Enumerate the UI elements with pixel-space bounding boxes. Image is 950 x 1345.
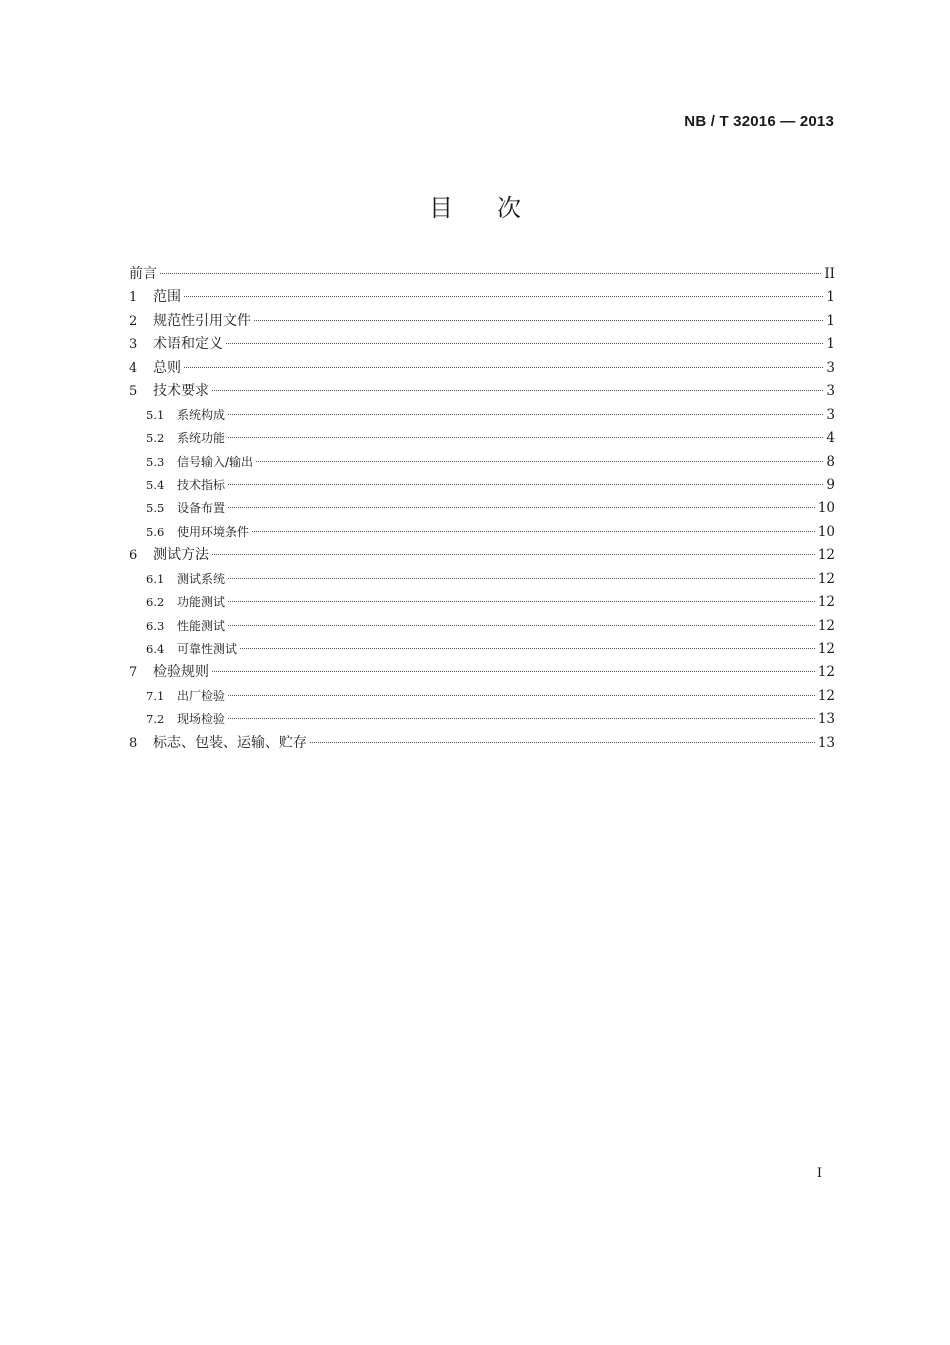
toc-leader-dots [228, 507, 815, 508]
toc-entry-page: 12 [817, 594, 835, 611]
toc-entry-title: 术语和定义 [153, 336, 223, 353]
toc-entry[interactable] [129, 568, 835, 591]
toc-entry[interactable] [129, 451, 835, 474]
toc-entry-number: 1 [129, 290, 138, 306]
toc-entry-title: 测试方法 [153, 547, 209, 564]
document-code: NB / T 32016 — 2013 [684, 113, 834, 130]
toc-entry[interactable] [129, 333, 835, 356]
toc-leader-dots [228, 718, 815, 719]
toc-entry-title: 现场检验 [177, 712, 226, 727]
toc-entry-number: 2 [129, 313, 138, 329]
toc-entry-title: 规范性引用文件 [153, 312, 251, 329]
toc-entry-number: 5.1 [146, 407, 165, 422]
toc-entry[interactable] [129, 708, 835, 731]
toc-entry-title: 出厂检验 [177, 688, 226, 703]
toc-entry-title: 标志、包装、运输、贮存 [153, 734, 307, 751]
toc-entry-title: 系统功能 [177, 431, 226, 446]
toc-entry-page: 12 [817, 617, 835, 634]
toc-entry-number: 5.2 [146, 431, 165, 446]
toc-entry-title: 范围 [153, 289, 181, 306]
toc-entry-page: 3 [826, 406, 835, 423]
toc-leader-dots [184, 367, 823, 368]
toc-entry-page: 9 [826, 476, 835, 493]
toc-entry-page: 13 [817, 734, 835, 751]
page-title: 目次 [429, 194, 565, 222]
table-of-contents [129, 263, 835, 755]
toc-entry-title: 可靠性测试 [177, 642, 238, 656]
toc-entry-page: 12 [817, 641, 835, 657]
toc-entry-number: 7.2 [146, 712, 165, 727]
toc-entry-page: 1 [826, 312, 835, 329]
toc-entry-page: 10 [817, 500, 835, 517]
toc-leader-dots [254, 320, 823, 321]
toc-entry-number: 5 [129, 384, 138, 400]
toc-entry-page: 12 [817, 547, 835, 564]
toc-entry[interactable] [129, 591, 835, 614]
toc-entry-number: 5.4 [146, 477, 165, 492]
toc-leader-dots [160, 273, 821, 274]
toc-entry-number: 6.3 [146, 618, 165, 633]
toc-leader-dots [212, 554, 815, 555]
toc-entry-title: 总则 [153, 359, 181, 376]
toc-entry-page: 3 [826, 383, 835, 400]
toc-entry-number: 6.2 [146, 595, 165, 610]
toc-leader-dots [228, 437, 823, 438]
toc-entry-page: 8 [826, 453, 835, 470]
toc-entry-number: 6.1 [146, 571, 165, 586]
toc-entry-number: 5.3 [146, 454, 165, 469]
toc-entry-page: II [824, 266, 835, 282]
toc-leader-dots [184, 296, 823, 297]
toc-entry-number: 5.5 [146, 501, 165, 516]
toc-entry-number: 8 [129, 735, 138, 751]
toc-entry-number: 5.6 [146, 524, 165, 539]
toc-entry[interactable] [129, 615, 835, 638]
toc-entry[interactable] [129, 380, 835, 403]
toc-entry-number: 7.1 [146, 688, 165, 703]
toc-leader-dots [228, 414, 823, 415]
toc-leader-dots [228, 484, 823, 485]
toc-entry[interactable] [129, 310, 835, 333]
toc-leader-dots [212, 671, 815, 672]
toc-entry-page: 12 [817, 570, 835, 587]
toc-entry-page: 1 [826, 336, 835, 353]
toc-leader-dots [228, 601, 815, 602]
toc-entry-title: 前言 [129, 266, 157, 282]
toc-entry-page: 13 [817, 711, 835, 728]
toc-entry[interactable] [129, 521, 835, 544]
toc-entry-title: 功能测试 [177, 595, 226, 610]
toc-entry-number: 6 [129, 548, 138, 564]
toc-entry-title: 检验规则 [153, 664, 209, 681]
toc-leader-dots [310, 742, 815, 743]
toc-entry-page: 1 [826, 289, 835, 306]
toc-entry[interactable] [129, 263, 835, 286]
toc-entry[interactable] [129, 357, 835, 380]
toc-entry-number: 7 [129, 665, 138, 681]
toc-leader-dots [226, 343, 823, 344]
toc-entry[interactable] [129, 497, 835, 520]
toc-entry[interactable] [129, 544, 835, 567]
toc-entry-page: 3 [826, 359, 835, 376]
page-number: I [816, 1166, 822, 1181]
toc-entry-number: 6.4 [146, 642, 165, 656]
toc-entry-number: 4 [129, 360, 138, 376]
toc-leader-dots [212, 390, 823, 391]
toc-leader-dots [256, 461, 823, 462]
toc-leader-dots [240, 648, 815, 649]
toc-entry-title: 信号输入/输出 [177, 454, 254, 469]
toc-entry[interactable] [129, 404, 835, 427]
toc-entry-title: 技术要求 [153, 383, 209, 400]
toc-entry[interactable] [129, 661, 835, 684]
toc-entry-title: 技术指标 [177, 477, 226, 492]
toc-entry[interactable] [129, 427, 835, 450]
toc-entry[interactable] [129, 474, 835, 497]
toc-entry[interactable] [129, 286, 835, 309]
toc-leader-dots [228, 625, 815, 626]
toc-entry[interactable] [129, 638, 835, 661]
toc-entry[interactable] [129, 685, 835, 708]
toc-entry-page: 12 [817, 687, 835, 704]
toc-entry-page: 10 [817, 523, 835, 540]
toc-entry-title: 测试系统 [177, 571, 226, 586]
toc-entry-title: 性能测试 [177, 618, 226, 633]
toc-entry-number: 3 [129, 337, 138, 353]
toc-entry-title: 系统构成 [177, 407, 226, 422]
toc-leader-dots [252, 531, 815, 532]
toc-entry-title: 使用环境条件 [177, 524, 250, 539]
toc-entry-title: 设备布置 [177, 501, 226, 516]
toc-leader-dots [228, 578, 815, 579]
toc-entry[interactable] [129, 732, 835, 755]
toc-entry-page: 12 [817, 664, 835, 681]
toc-entry-page: 4 [826, 430, 835, 447]
toc-leader-dots [228, 695, 815, 696]
